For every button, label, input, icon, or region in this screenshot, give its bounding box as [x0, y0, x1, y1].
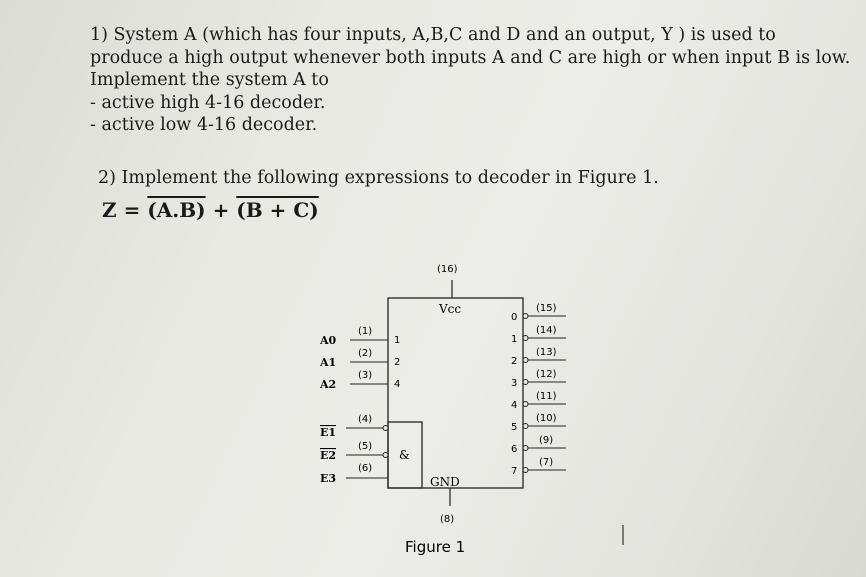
inversion-bubble: [383, 426, 388, 431]
output-pin: (12): [536, 369, 557, 380]
question-1-line: produce a high output whenever both inputs A and C are high or when input B is low.: [90, 47, 851, 68]
output-pin: (9): [539, 435, 554, 446]
input-a1-weight: 2: [394, 357, 401, 368]
output-index: 7: [511, 466, 518, 477]
figure-caption: Figure 1: [405, 538, 466, 556]
question-1-line: - active high 4-16 decoder.: [90, 92, 326, 113]
inversion-bubble: [523, 468, 528, 473]
vcc-label: Vcc: [439, 302, 462, 316]
output-index: 2: [511, 356, 518, 367]
enable-inputs: [320, 414, 410, 485]
enable-e2-pin: (5): [358, 441, 373, 452]
formula-plus: +: [205, 198, 237, 222]
output-index: 1: [511, 334, 518, 345]
output-pin: (7): [539, 457, 554, 468]
formula-eq: =: [116, 198, 148, 222]
question-1-line: 1) System A (which has four inputs, A,B,C and D and an output, Y ) is used to: [90, 25, 776, 45]
output-pin: (15): [536, 303, 557, 314]
vcc-pin-label: (16): [437, 264, 458, 275]
gnd-label: GND: [430, 475, 460, 489]
input-a1-pin: (2): [358, 348, 373, 359]
inversion-bubble: [523, 446, 528, 451]
formula-term-1: (A.B): [147, 198, 206, 222]
enable-e3-pin: (6): [358, 463, 373, 474]
input-a2-weight: 4: [394, 379, 401, 390]
inversion-bubble: [383, 453, 388, 458]
input-a0-weight: 1: [394, 335, 401, 346]
formula-term-2: (B + C): [236, 198, 319, 222]
output-index: 4: [511, 400, 518, 411]
and-symbol: &: [399, 448, 410, 462]
inversion-bubble: [523, 336, 528, 341]
question-1-line: - active low 4-16 decoder.: [90, 115, 318, 135]
output-pin: (14): [536, 325, 557, 336]
output-index: 3: [511, 378, 518, 389]
enable-e1-pin: (4): [358, 414, 373, 425]
input-a1-label: A1: [320, 356, 337, 369]
output-pin: (13): [536, 347, 557, 358]
output-index: 5: [511, 422, 518, 433]
inversion-bubble: [523, 380, 528, 385]
output-pin: (10): [536, 413, 557, 424]
input-a2-label: A2: [320, 378, 337, 391]
question-1-line: Implement the system A to: [90, 70, 329, 90]
inversion-bubble: [523, 358, 528, 363]
inversion-bubble: [523, 314, 528, 319]
enable-e1-label: E1: [320, 426, 337, 439]
gnd-pin-label: (8): [440, 514, 455, 525]
input-a0-label: A0: [320, 334, 337, 347]
input-a2-pin: (3): [358, 370, 373, 381]
enable-e2-label: E2: [320, 449, 337, 462]
decoder-outputs: [511, 303, 566, 477]
output-pin: (11): [536, 391, 557, 402]
inversion-bubble: [523, 402, 528, 407]
input-a0-pin: (1): [358, 326, 373, 337]
question-2: 2) Implement the following expressions to decoder in Figure 1.: [98, 168, 659, 188]
formula-lhs: Z: [102, 198, 117, 222]
output-index: 0: [511, 312, 518, 323]
enable-e3-label: E3: [320, 472, 337, 485]
inversion-bubble: [523, 424, 528, 429]
output-index: 6: [511, 444, 518, 455]
